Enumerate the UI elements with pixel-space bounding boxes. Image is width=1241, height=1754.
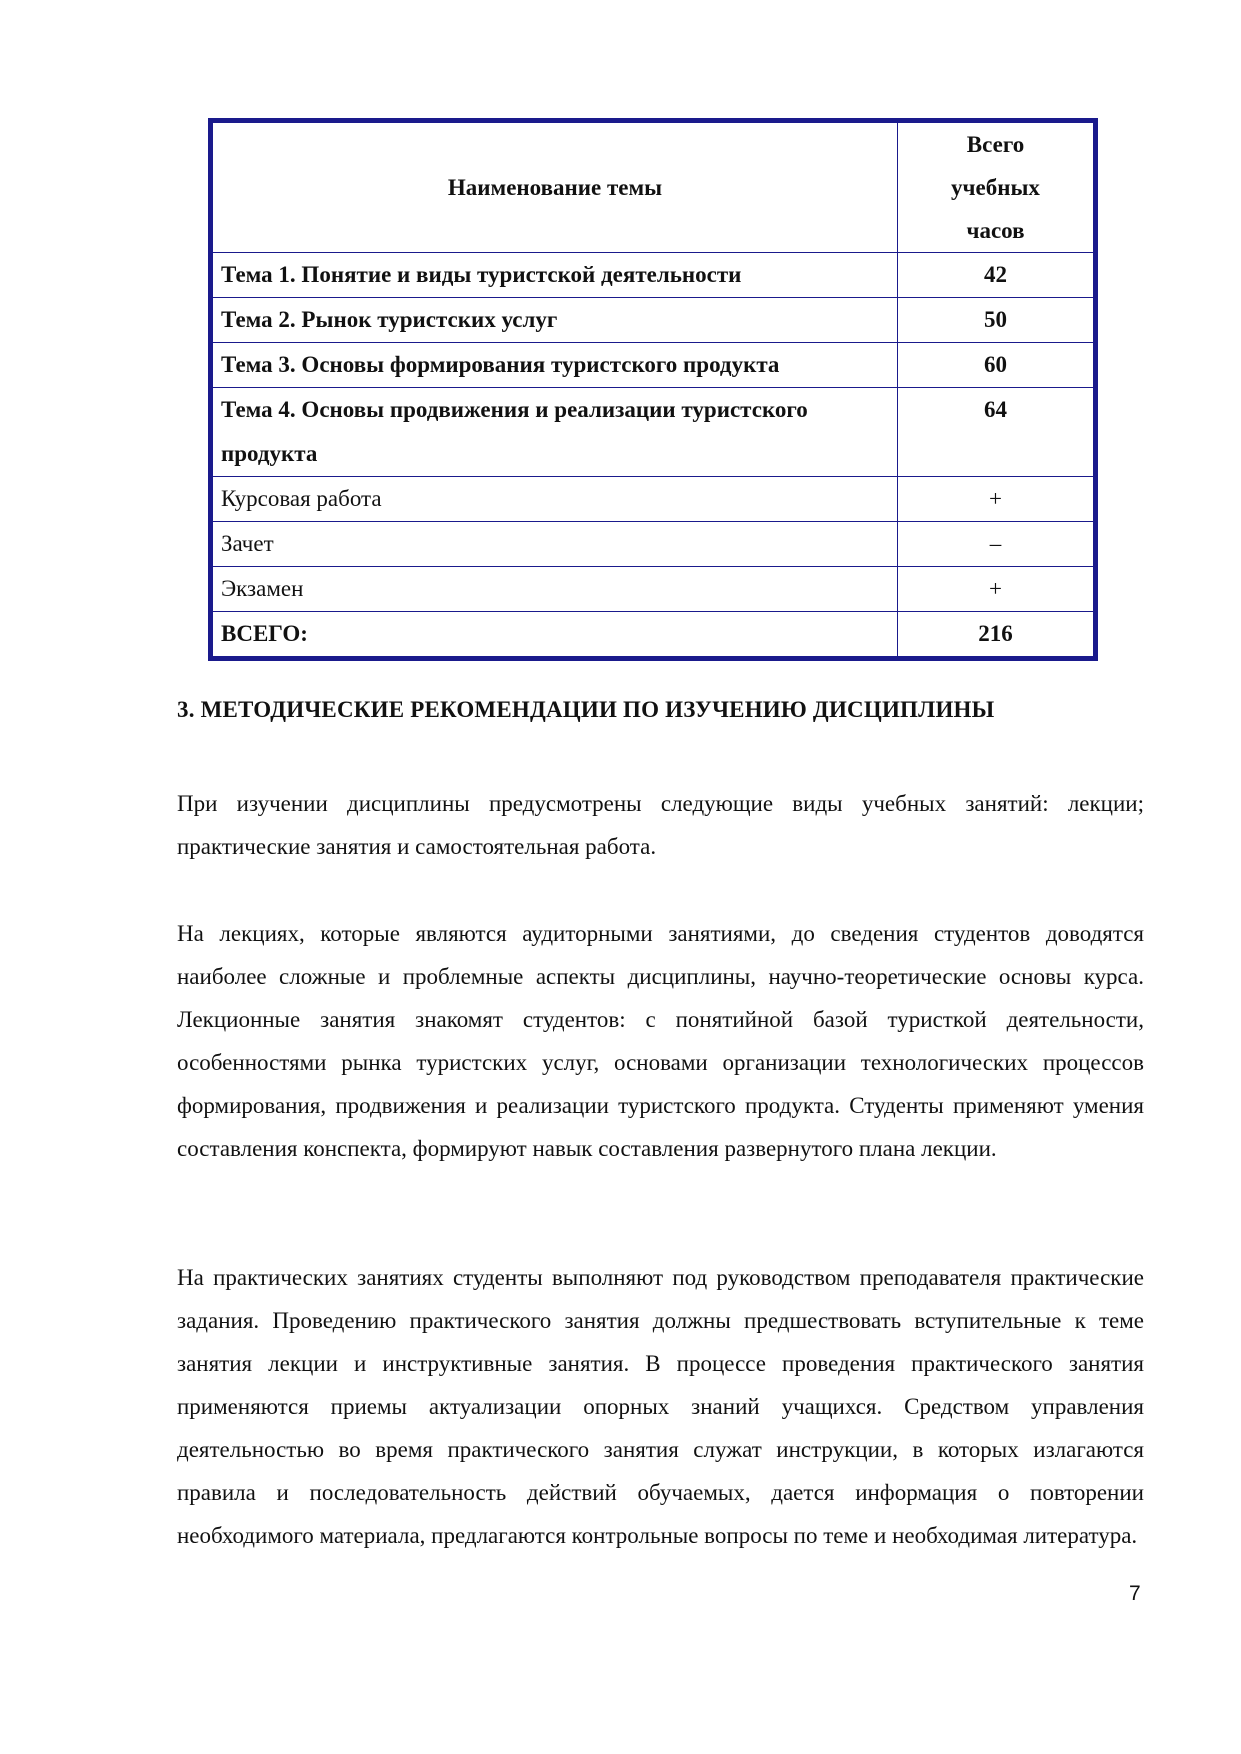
header-topic: Наименование темы — [211, 121, 898, 253]
row-hours: – — [898, 522, 1096, 567]
paragraph-lectures: На лекциях, которые являются аудиторными занятиями, до сведения студентов доводятся наиболее сложные и проблемные аспекты дисциплины, научно-теоретические основы курса. Лекционные занятия знакомят студентов: с понятийной базой туристкой деятельности, особенностями рынка туристских услуг, основами организации технологических процессов формирования, продвижения и реализации туристского продукта. Студенты применяют умения составления конспекта, формируют навык составления развернутого плана лекции. — [177, 921, 1144, 1161]
paragraph-intro: При изучении дисциплины предусмотрены следующие виды учебных занятий: лекции; практические занятия и самостоятельная работа. — [177, 791, 1144, 859]
row-topic: Тема 2. Рынок туристских услуг — [211, 298, 898, 343]
row-hours: + — [898, 477, 1096, 522]
row-topic: Тема 1. Понятие и виды туристской деятельности — [211, 253, 898, 298]
row-hours: 216 — [898, 612, 1096, 659]
row-topic: Тема 4. Основы продвижения и реализации туристского продукта — [211, 388, 898, 477]
row-hours: 42 — [898, 253, 1096, 298]
row-topic: Курсовая работа — [211, 477, 898, 522]
section-heading: 3. МЕТОДИЧЕСКИЕ РЕКОМЕНДАЦИИ ПО ИЗУЧЕНИЮ ДИСЦИПЛИНЫ — [177, 697, 995, 722]
table-row — [211, 298, 1096, 343]
table-row — [211, 253, 1096, 298]
row-hours: 64 — [898, 388, 1096, 477]
study-hours-table — [208, 118, 1098, 661]
header-hours — [898, 121, 1096, 253]
table-row — [211, 522, 1096, 567]
table-row — [211, 388, 1096, 477]
row-topic: Тема 3. Основы формирования туристского продукта — [211, 343, 898, 388]
row-topic: ВСЕГО: — [211, 612, 898, 659]
row-topic: Зачет — [211, 522, 898, 567]
page-number: 7 — [1129, 1582, 1141, 1605]
row-hours: 60 — [898, 343, 1096, 388]
header-hours-line: учебных — [951, 175, 1040, 200]
row-topic: Экзамен — [211, 567, 898, 612]
table-row — [211, 343, 1096, 388]
row-hours: + — [898, 567, 1096, 612]
header-hours-line: Всего — [966, 132, 1025, 157]
row-hours: 50 — [898, 298, 1096, 343]
header-hours-line: часов — [966, 218, 1025, 243]
table-row — [211, 477, 1096, 522]
paragraph-practical: На практических занятиях студенты выполняют под руководством преподавателя практические задания. Проведению практического занятия должны предшествовать вступительные к теме занятия лекции и инструктивные занятия. В процессе проведения практического занятия применяются приемы актуализации опорных знаний учащихся. Средством управления деятельностью во время практического занятия служат инструкции, в которых излагаются правила и последовательность действий обучаемых, дается информация о повторении необходимого материала, предлагаются контрольные вопросы по теме и необходимая литература. — [177, 1265, 1144, 1548]
table-header-row — [211, 121, 1096, 253]
table-total-row — [211, 612, 1096, 659]
table-row — [211, 567, 1096, 612]
